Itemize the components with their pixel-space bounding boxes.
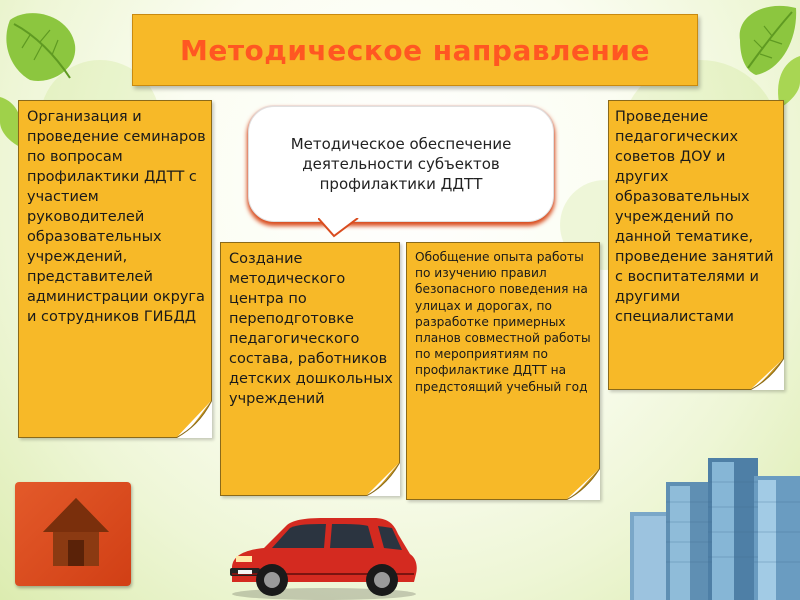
page-curl: [750, 358, 784, 390]
page-title: Методическое направление: [179, 33, 651, 67]
note-text: Создание методического центра по переподготовке педагогического состава, работников детских дошкольных учреждений: [229, 251, 393, 407]
callout-text: Методическое обеспечение деятельности субъектов профилактики ДДТТ: [290, 135, 512, 193]
leaf-icon: [0, 0, 90, 95]
note-card-methodical-center: [220, 242, 400, 496]
page-curl: [366, 462, 400, 496]
car-illustration: [224, 510, 420, 600]
center-callout: [248, 106, 554, 222]
buildings-illustration: [620, 452, 800, 600]
note-card-experience: [406, 242, 600, 500]
note-card-councils: [608, 100, 784, 390]
page-curl: [566, 468, 600, 500]
note-text: Проведение педагогических советов ДОУ и других образовательных учреждений по данной тематике, проведение занятий с воспитателями и другими специалистами: [615, 109, 774, 325]
note-text: Организация и проведение семинаров по вопросам профилактики ДДТТ с участием руководителей образовательных учреждений, представителей администрации округа и сотрудников ГИБДД: [27, 109, 206, 325]
title-banner: [132, 14, 698, 86]
page-curl: [176, 400, 212, 438]
home-icon: [41, 494, 111, 570]
callout-tail: [318, 218, 368, 238]
note-text: Обобщение опыта работы по изучению правил безопасного поведения на улицах и дорогах, по разработке примерных планов совместной работы по мероприятиям по профилактике ДДТТ на предстоящий учебный год: [415, 250, 591, 394]
note-card-seminars: [18, 100, 212, 438]
home-button[interactable]: [15, 482, 131, 586]
